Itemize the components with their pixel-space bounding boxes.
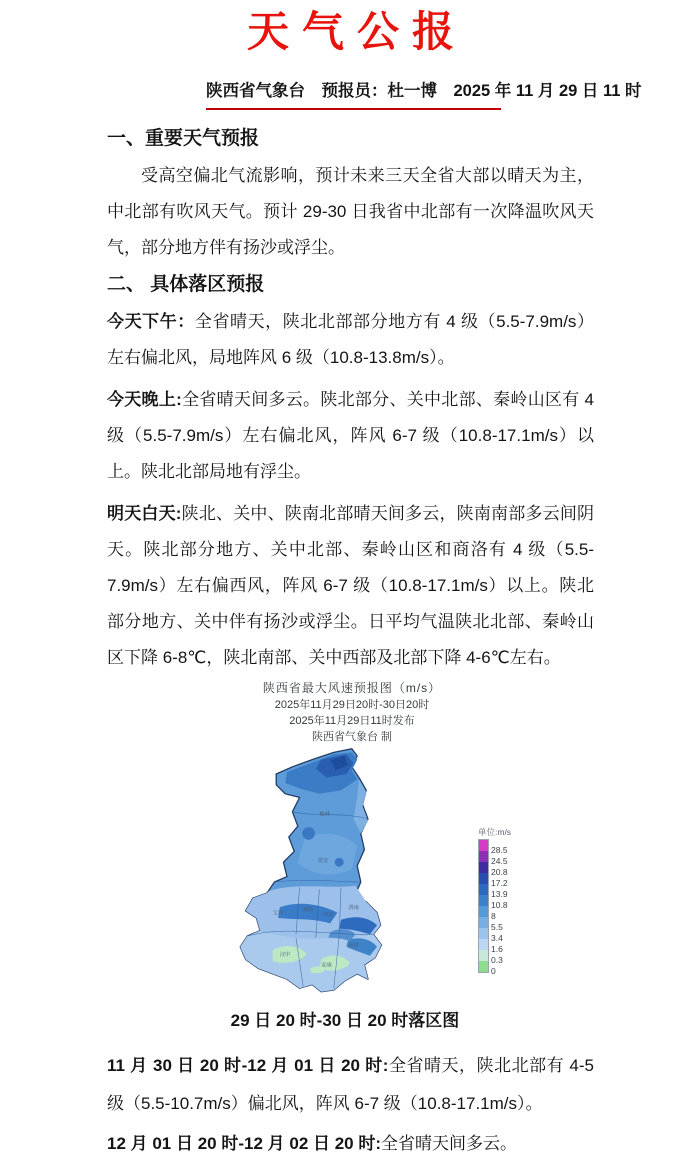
forecast-paragraph-dec01 [107, 1125, 594, 1163]
legend-swatch [479, 928, 488, 939]
map-issue-time: 2025年11月29日11时发布 [289, 715, 415, 727]
paragraph-body: 全省晴天，陕北北部部分地方有 4 级（5.5-7.9m/s）左右偏北风，局地阵风 6 级（10.8-13.8m/s）。 [107, 312, 594, 367]
paragraph-lead: 今天下午： [107, 312, 195, 331]
legend-swatch [479, 840, 488, 851]
legend-swatch [479, 961, 488, 972]
legend-body [478, 839, 528, 976]
wind-patch-middle-dark-spot [335, 858, 344, 867]
forecast-paragraph-this-afternoon [107, 304, 594, 376]
legend-value: 28.5 [491, 845, 508, 855]
paragraph-lead: 11 月 30 日 20 时-12 月 01 日 20 时: [107, 1056, 389, 1075]
page-title: 天气公报 [246, 8, 467, 55]
map-producer: 陕西省气象台 制 [311, 731, 393, 743]
city-label: 西安 [323, 912, 334, 919]
wind-forecast-map-block [0, 680, 690, 1033]
legend-value: 0.3 [491, 955, 503, 965]
wind-patch-middle-light [298, 834, 357, 875]
city-label: 商洛 [348, 942, 359, 949]
legend-value: 3.4 [491, 933, 503, 943]
city-label: 安康 [321, 962, 332, 969]
legend-swatch [479, 950, 488, 961]
map-caption: 29 日 20 时-30 日 20 时落区图 [230, 1011, 460, 1030]
shaanxi-wind-map [233, 747, 458, 999]
legend-value: 5.5 [491, 922, 503, 932]
paragraph-lead: 12 月 01 日 20 时-12 月 02 日 20 时: [107, 1134, 382, 1153]
forecast-paragraph-tonight [107, 382, 594, 490]
legend-swatch [479, 862, 488, 873]
map-legend [478, 827, 528, 976]
city-label: 渭南 [348, 905, 359, 911]
legend-value: 1.6 [491, 944, 503, 954]
legend-value: 17.2 [491, 878, 508, 888]
city-label: 宝鸡 [272, 910, 284, 917]
bulletin-bottom [0, 1047, 690, 1163]
map-title: 陕西省最大风速预报图（m/s） [262, 681, 442, 695]
byline: 陕西省气象台 预报员：杜一博 2025 年 11 月 29 日 11 时 [206, 80, 501, 110]
legend-value: 20.8 [491, 867, 508, 877]
paragraph-body: 全省晴天，陕北北部有 4-5 级（5.5-10.7m/s）偏北风，阵风 6-7 级（10.8-17.1m/s）。 [107, 1056, 594, 1113]
legend-value: 13.9 [491, 889, 508, 899]
section-heading-area-forecast: 二、 具体落区预报 [107, 274, 265, 295]
legend-value: 8 [491, 911, 496, 921]
legend-value: 0 [491, 966, 496, 976]
map-title-block [0, 680, 690, 745]
city-label: 咸阳 [303, 906, 314, 913]
paragraph-body: 全省晴天间多云。陕北部分、关中北部、秦岭山区有 4 级（5.5-7.9m/s）左右偏北风，阵风 6-7 级（10.8-17.1m/s）以上。陕北北部局地有浮尘。 [107, 390, 594, 481]
legend-value: 10.8 [491, 900, 508, 910]
city-label: 汉中 [279, 951, 291, 958]
legend-value: 24.5 [491, 856, 508, 866]
paragraph-body: 陕北、关中、陕南北部晴天间多云，陕南南部多云间阴天。陕北部分地方、关中北部、秦岭山区和商洛有 4 级（5.5-7.9m/s）左右偏西风，阵风 6-7 级（10.8-17.1m/s）以上。陕北部分地方、关中伴有扬沙或浮尘。日平均气温陕北北部、秦岭山区下降 6-8℃，陕北南部、关中西部及北部下降 4-6℃左右。 [107, 504, 595, 667]
map-valid-period: 2025年11月29日20时-30日20时 [274, 699, 430, 711]
paragraph-lead: 今天晚上: [107, 390, 182, 409]
important-forecast-paragraph: 受高空偏北气流影响，预计未来三天全省大部以晴天为主，中北部有吹风天气。预计 29-30 日我省中北部有一次降温吹风天气，部分地方伴有扬沙或浮尘。 [107, 166, 594, 257]
paragraph-lead: 明天白天: [107, 504, 182, 523]
section-heading-important-forecast: 一、重要天气预报 [107, 128, 260, 149]
legend-bar [478, 839, 489, 973]
legend-swatch [479, 895, 488, 906]
legend-swatch [479, 873, 488, 884]
legend-title: 单位:m/s [478, 827, 512, 837]
forecast-paragraph-nov30 [107, 1047, 594, 1123]
legend-swatch [479, 906, 488, 917]
paragraph-body: 全省晴天间多云。 [381, 1134, 518, 1153]
city-label: 延安 [317, 858, 329, 865]
forecast-paragraph-tomorrow-daytime [107, 496, 594, 676]
wind-patch-middle-dark-spot [302, 827, 315, 840]
map-figure [0, 747, 690, 999]
legend-swatch [479, 939, 488, 950]
legend-swatch [479, 917, 488, 928]
legend-swatch [479, 884, 488, 895]
city-label: 榆林 [319, 811, 331, 818]
legend-swatch [479, 851, 488, 862]
